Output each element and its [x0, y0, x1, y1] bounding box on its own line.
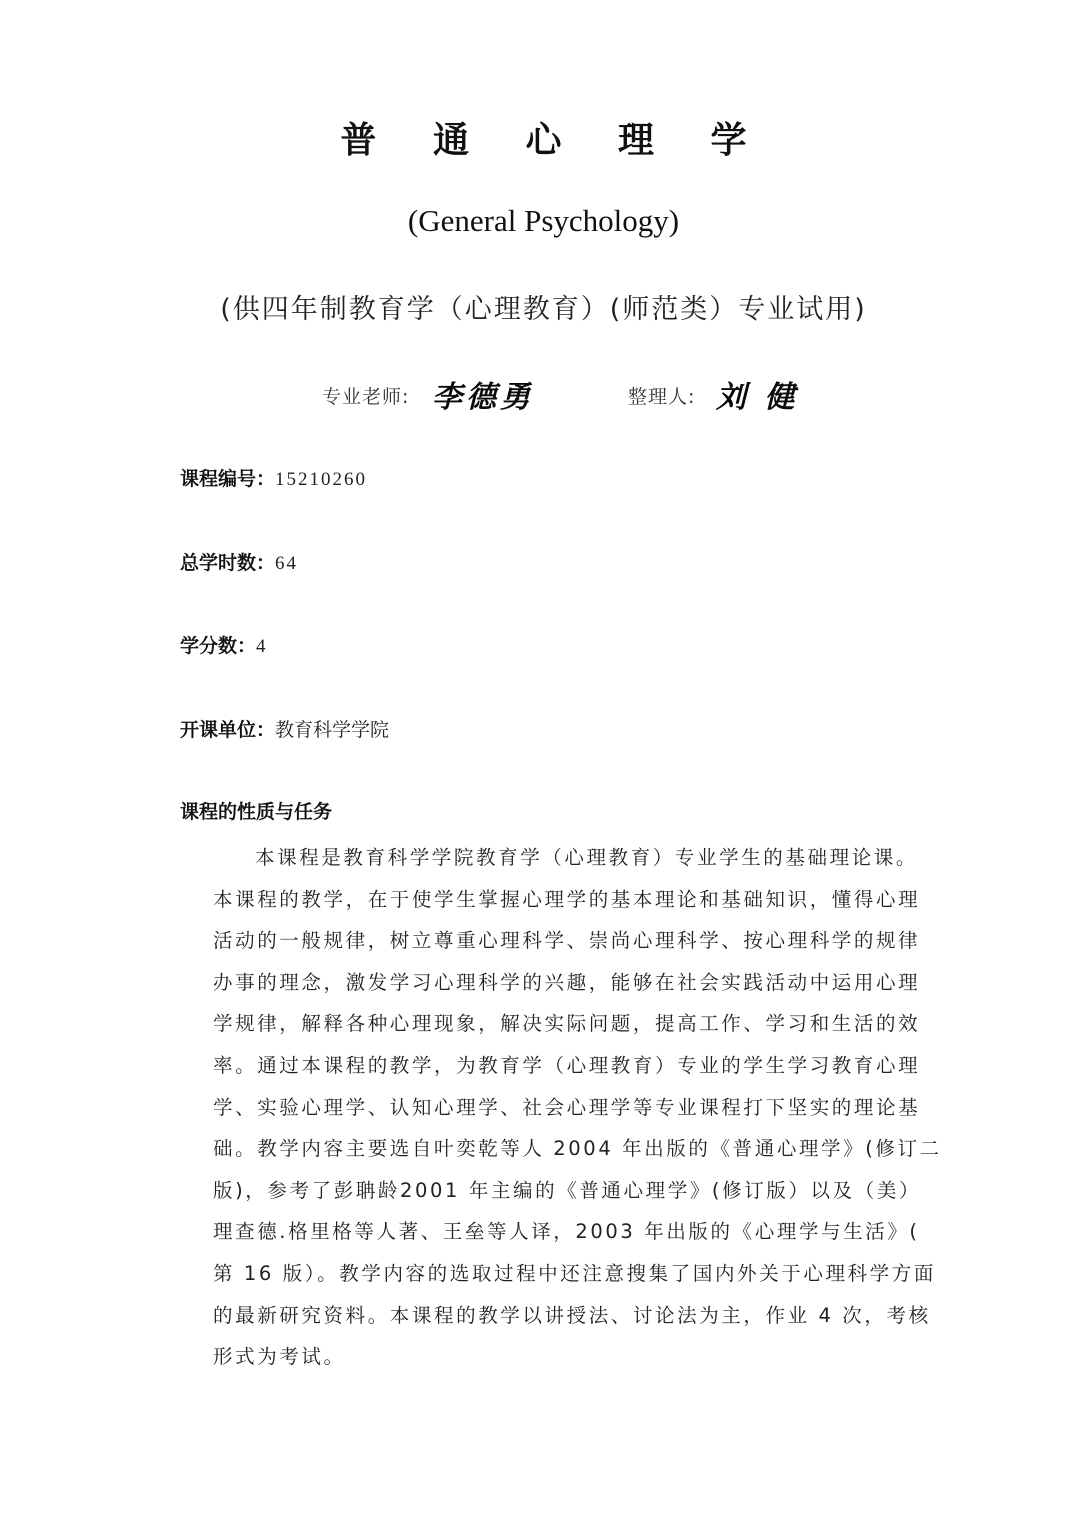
page-title: 普 通 心 理 学	[340, 120, 769, 161]
paragraph-line: 的最新研究资料。本课程的教学以讲授法、讨论法为主，作业 4 次，考核	[213, 1303, 931, 1327]
credits-value: 4	[256, 636, 268, 657]
applicable-major-subtitle: (供四年制教育学（心理教育）(师范类）专业试用)	[220, 294, 867, 325]
teacher-signature: 李德勇	[432, 380, 534, 415]
paragraph-line: 础。教学内容主要选自叶奕乾等人 2004 年出版的《普通心理学》(修订二	[213, 1137, 942, 1161]
paragraph-line: 本课程的教学，在于使学生掌握心理学的基本理论和基础知识，懂得心理	[213, 887, 921, 911]
course-code-value: 15210260	[275, 469, 368, 490]
department-value: 教育科学学院	[275, 719, 390, 741]
paragraph-line: 率。通过本课程的教学，为教育学（心理教育）专业的学生学习教育心理	[213, 1053, 921, 1077]
teacher-label: 专业老师:	[322, 386, 410, 408]
paragraph-line: 本课程是教育科学学院教育学（心理教育）专业学生的基础理论课。	[255, 846, 919, 869]
total-hours-field	[180, 548, 298, 575]
total-hours-label: 总学时数：	[180, 552, 276, 574]
paragraph-line: 学、实验心理学、认知心理学、社会心理学等专业课程打下坚实的理论基	[213, 1095, 921, 1119]
course-code-label: 课程编号：	[180, 468, 276, 490]
section-body	[213, 837, 942, 1378]
total-hours-value: 64	[275, 553, 299, 574]
course-code-field	[180, 464, 367, 491]
teacher-row	[0, 372, 1087, 416]
paragraph-line: 活动的一般规律，树立尊重心理科学、崇尚心理科学、按心理科学的规律	[213, 929, 921, 953]
paragraph-line: 版)，参考了彭聃龄2001 年主编的《普通心理学》(修订版）以及（美）	[213, 1178, 922, 1202]
paragraph-line: 理查德.格里格等人著、王垒等人译，2003 年出版的《心理学与生活》(	[213, 1220, 920, 1244]
credits-label: 学分数：	[180, 635, 257, 657]
editor-signature: 刘 健	[716, 380, 799, 415]
credits-field	[180, 631, 268, 658]
paragraph-line: 第 16 版）。教学内容的选取过程中还注意搜集了国内外关于心理科学方面	[213, 1261, 936, 1285]
editor-label: 整理人:	[628, 386, 696, 408]
paragraph-line: 学规律，解释各种心理现象，解决实际问题，提高工作、学习和生活的效	[213, 1012, 921, 1036]
section-heading: 课程的性质与任务	[180, 801, 333, 823]
english-subtitle: (General Psychology)	[407, 203, 680, 238]
paragraph-line: 办事的理念，激发学习心理科学的兴趣，能够在社会实践活动中运用心理	[213, 970, 921, 994]
department-field	[180, 715, 389, 742]
department-label: 开课单位：	[180, 719, 276, 741]
paragraph-line: 形式为考试。	[213, 1345, 346, 1369]
